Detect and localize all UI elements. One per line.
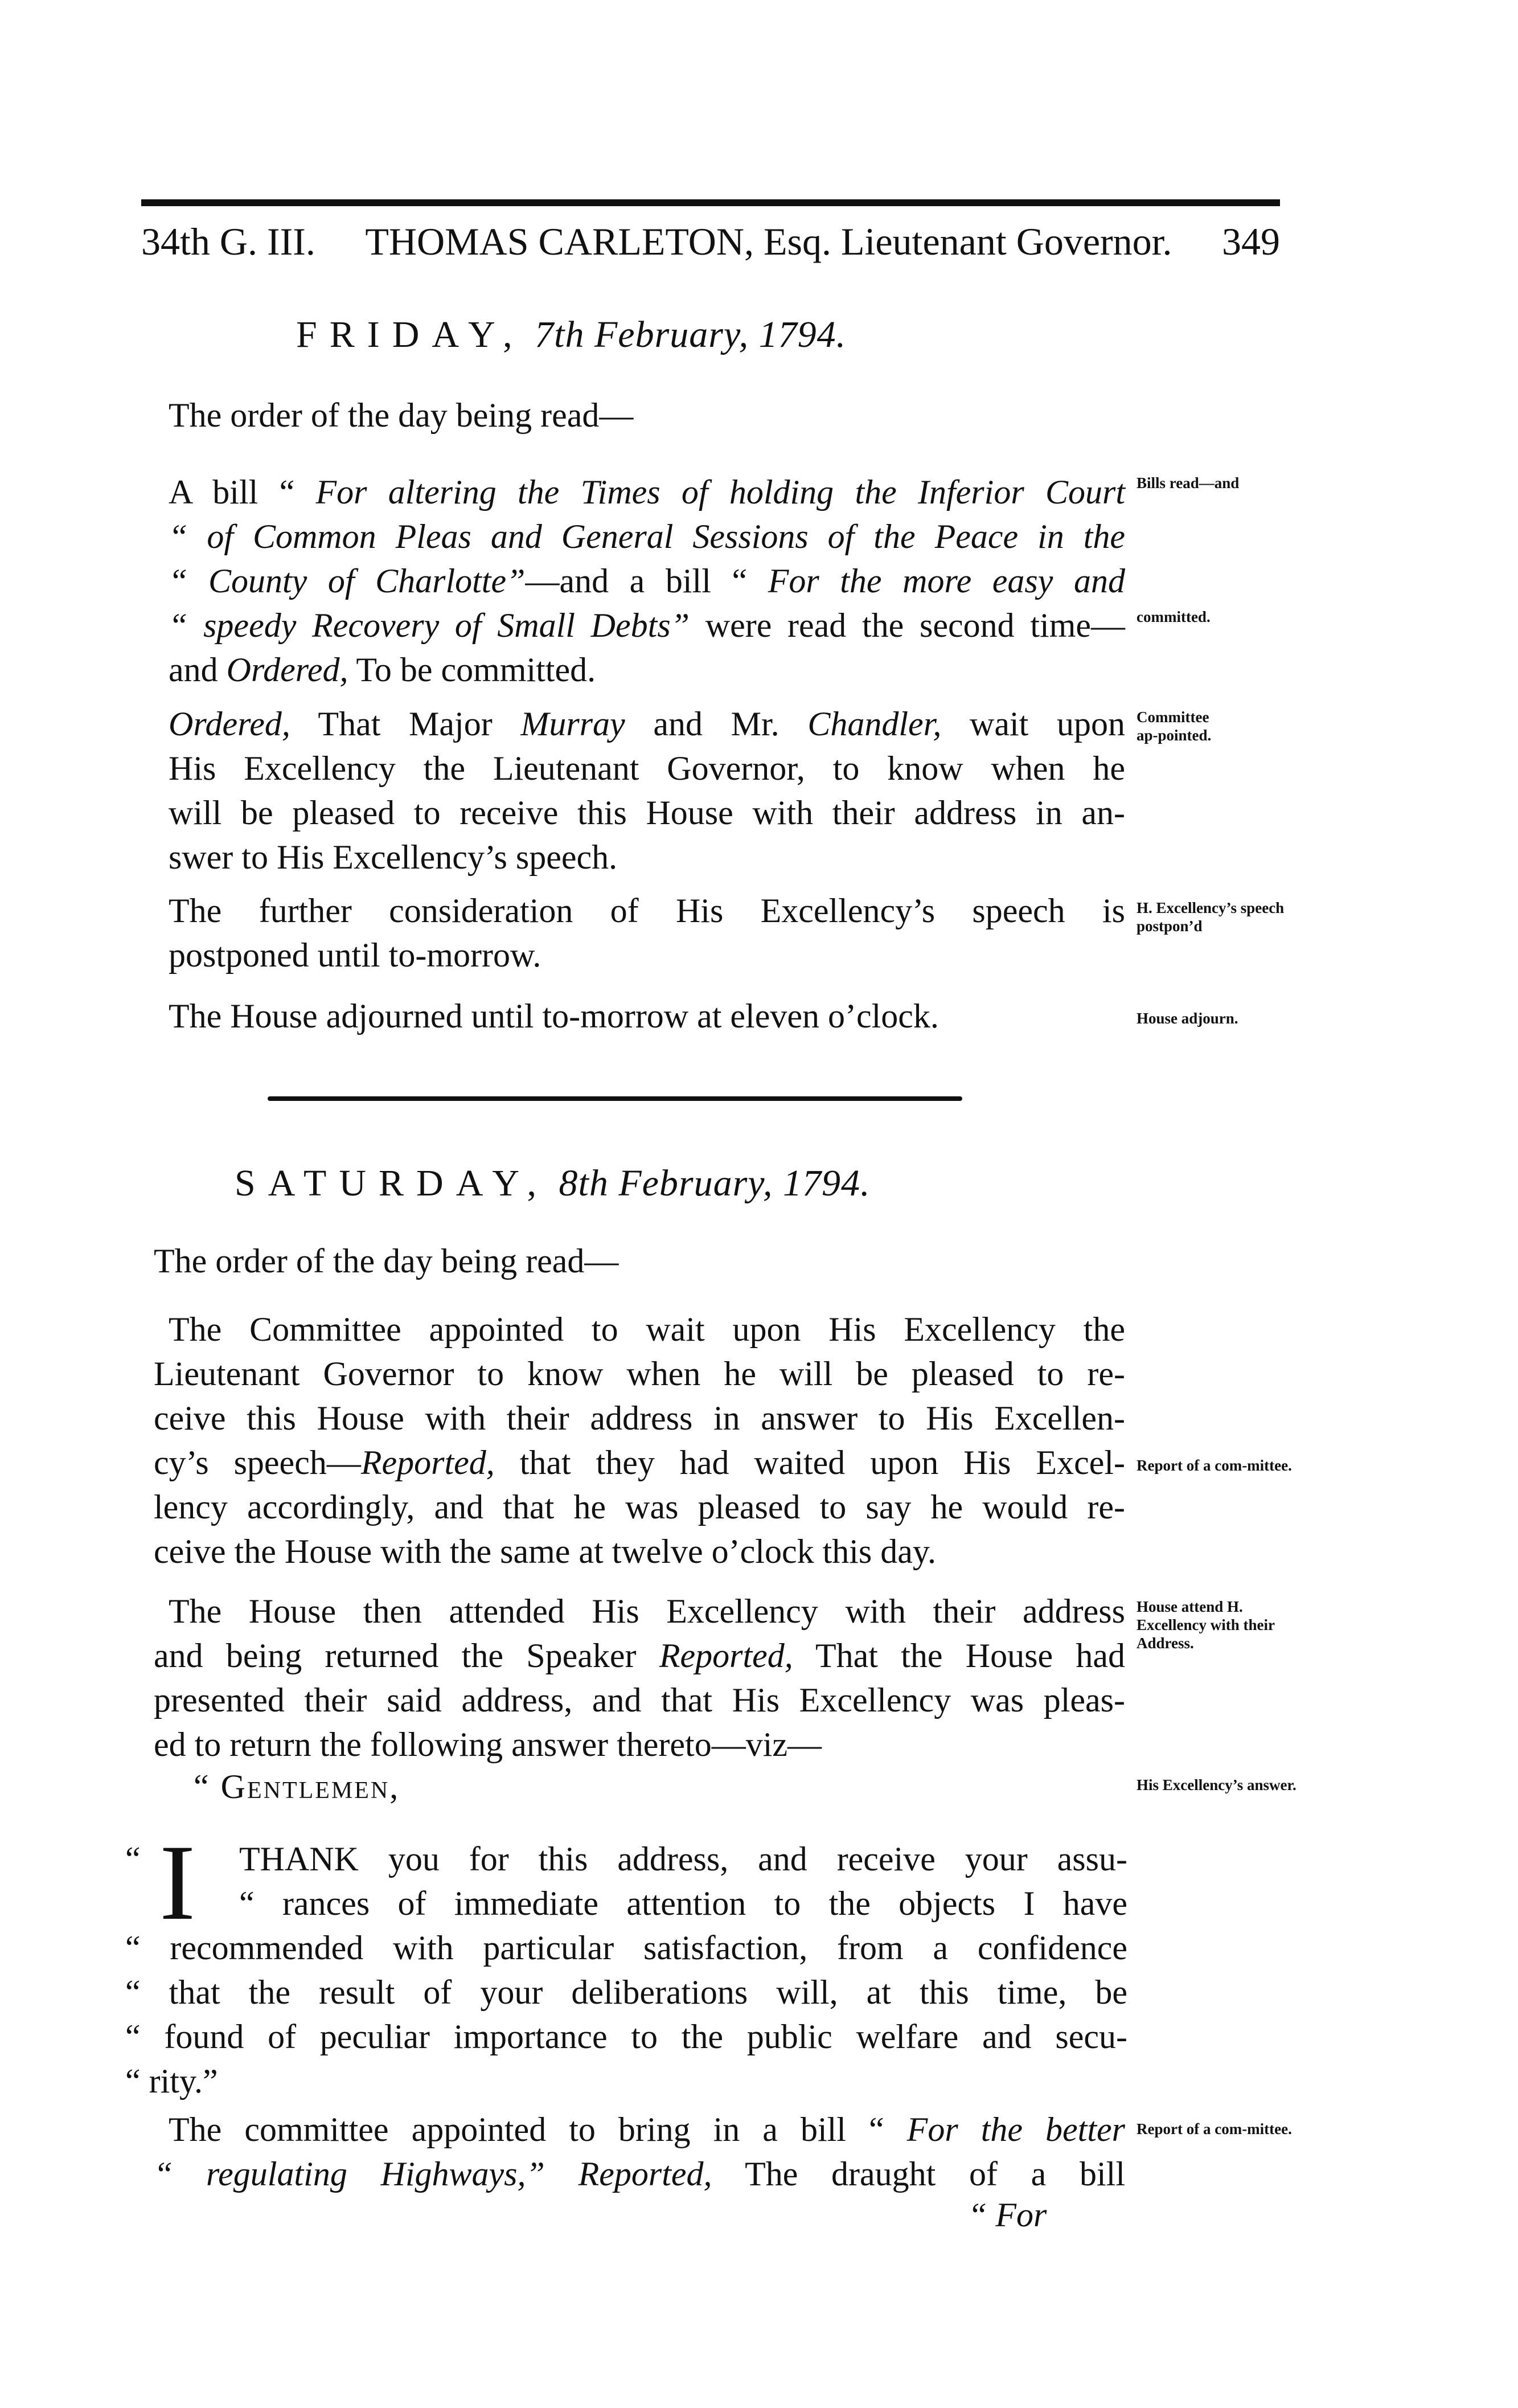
friday-order-of-day: The order of the day being read— [169,396,634,434]
opening-quote-mark: “ [125,1840,141,1878]
header-rule [141,199,1280,206]
margin-note-report-of-committee-2: Report of a com-mittee. [1137,2120,1292,2137]
excellency-answer-quote: “ I THANK you for this address, and receive your assu- “ rances of immediate attention to the objects I have “ recommended with particular satisfaction, from a confidence “ that the result of your deliberations will, at this time, be “ found of peculiar importance to the public welfare and secu- “ rity.” [125,1823,1127,2100]
margin-note-committee-appointed: Committee ap-pointed. [1137,709,1212,744]
saturday-order-of-day: The order of the day being read— [154,1242,619,1280]
saturday-committee-report-paragraph: The Committee appointed to wait upon His Excellency the Lieutenant Governor to know when he will be pleased to re- ceive this House with their address in answer to His Excellen- cy’s speech—Reported, that they had waited upon His Excel- lency accordingly, and that he was pleased to say he would re- ceive the House with the same at twelve o’clock this day. [154,1311,1125,1570]
saturday-heading [235,1162,870,1205]
section-separator [268,1096,962,1101]
drop-cap: I [159,1823,196,1943]
friday-day: FRIDAY, [296,314,525,355]
friday-committee-paragraph: Ordered, That Major Murray and Mr. Chandler, wait upon His Excellency the Lieutenant Governor, to know when he will be pleased to receive this House with their address in an- swer to His Excellency’s speech. [169,705,1125,876]
margin-note-excellency-answer: His Excellency’s answer. [1137,1776,1297,1793]
friday-speech-postponed-paragraph: The further consideration of His Excellency’s speech is postponed until to-morrow. [169,892,1125,974]
margin-note-committed: committed. [1137,608,1211,625]
saturday-highways-paragraph: The committee appointed to bring in a bill “ For the better “ regulating Highways,” Reported, The draught of a bill [154,2111,1125,2193]
margin-note-house-attend: House attend H. Excellency with their Address. [1137,1598,1275,1652]
saturday-salutation: “ Gentlemen, [194,1768,400,1805]
saturday-day: SATURDAY, [235,1162,549,1204]
page-number: 349 [1222,220,1280,263]
running-header [141,219,1280,264]
catchword: “ For [968,2196,1047,2234]
friday-heading [296,313,846,357]
header-regnal-year: 34th G. III. [141,220,315,263]
friday-bills-paragraph: A bill “ For altering the Times of holding the Inferior Court “ of Common Pleas and General Sessions of the Peace in the “ County of Charlotte”—and a bill “ For the more easy and “ speedy Recovery of Small Debts” were read the second time— and Ordered, To be committed. [169,473,1125,689]
friday-adjourned-paragraph: The House adjourned until to-morrow at eleven o’clock. [169,997,939,1035]
margin-note-speech-postponed: H. Excellency’s speech postpon’d [1137,899,1285,935]
header-title: THOMAS CARLETON, Esq. Lieutenant Governor. [365,220,1172,263]
saturday-date: 8th February, 1794. [559,1162,871,1204]
margin-note-report-of-committee: Report of a com-mittee. [1137,1457,1292,1474]
margin-note-bills-read: Bills read—and [1137,474,1240,492]
saturday-house-attended-paragraph: The House then attended His Excellency with their address and being returned the Speaker Reported, That the House had presented their said address, and that His Excellency was pleas- ed to return the following answer thereto—viz— [154,1592,1126,1763]
margin-note-house-adjourn: House adjourn. [1137,1010,1238,1027]
friday-date: 7th February, 1794. [535,314,847,355]
